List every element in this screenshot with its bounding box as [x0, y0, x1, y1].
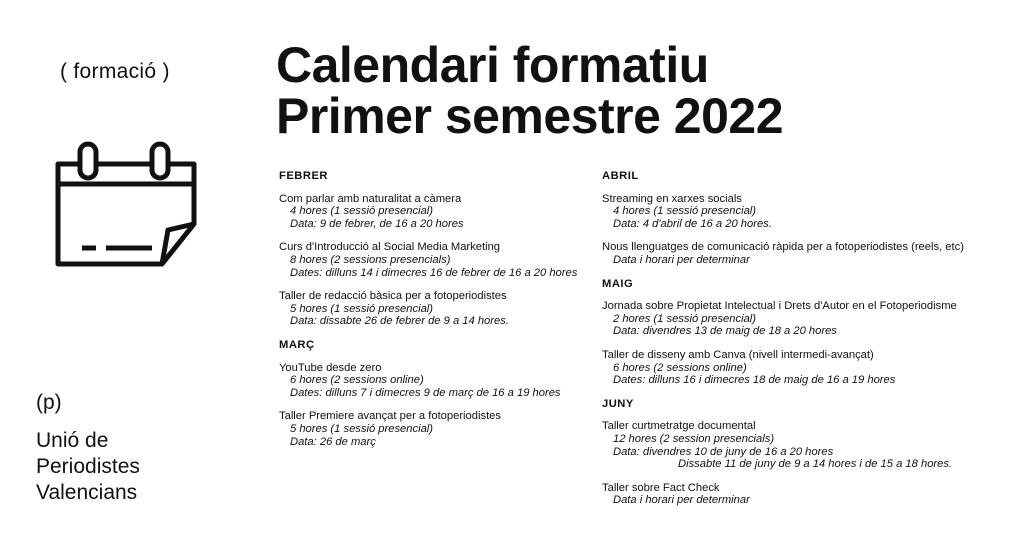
course-name: Taller de redacció bàsica per a fotoperiodistes: [279, 290, 507, 303]
course-name: Com parlar amb naturalitat a càmera: [279, 192, 462, 205]
page-title: [276, 37, 784, 144]
section-tag: ( formació ): [60, 60, 170, 83]
month-heading: FEBRER: [279, 170, 328, 182]
month-heading: MAIG: [602, 277, 634, 290]
organization-name-line: Valencians: [36, 481, 138, 504]
calendar-column-right: [602, 170, 1012, 518]
course-item: [602, 482, 1012, 507]
month-heading: ABRIL: [602, 170, 639, 182]
course-item: [602, 241, 1012, 266]
course-detail: Data: 9 de febrer, de 16 a 20 hores: [290, 217, 464, 230]
course-item: [602, 349, 1012, 387]
course-item: [602, 420, 1012, 470]
calendar-column-left: [279, 170, 594, 459]
course-detail: 6 hores (2 sessions online): [290, 374, 424, 387]
course-name: Streaming en xarxes socials: [602, 192, 742, 205]
course-detail: Dates: dilluns 16 i dimecres 18 de maig de 16 a 19 hores: [613, 374, 896, 387]
course-detail: 2 hores (1 sessió presencial): [613, 312, 757, 325]
course-item: [279, 290, 594, 328]
course-name: Taller sobre Fact Check: [602, 481, 720, 494]
course-detail: 5 hores (1 sessió presencial): [290, 422, 434, 435]
course-detail: 6 hores (2 sessions online): [613, 361, 747, 374]
course-detail: Dissabte 11 de juny de 9 a 14 hores i de 15 a 18 hores.: [678, 458, 953, 471]
course-name: Jornada sobre Propietat Intelectual i Drets d'Autor en el Fotoperiodisme: [602, 300, 957, 313]
course-item: [279, 241, 594, 279]
course-detail: Dates: dilluns 14 i dimecres 16 de febrer de 16 a 20 hores: [290, 266, 578, 279]
course-name: Curs d'Introducció al Social Media Marketing: [279, 241, 501, 254]
course-item: [279, 410, 594, 448]
subtitle-line: Primer semestre 2022: [276, 88, 784, 144]
course-detail: Data: 26 de març: [290, 435, 376, 448]
course-detail: 4 hores (1 sessió presencial): [613, 205, 757, 218]
organization-name-line: Periodistes: [36, 455, 140, 478]
course-name: YouTube desde zero: [279, 361, 382, 374]
calendar-icon: [52, 138, 202, 268]
course-name: Taller Premiere avançat per a fotoperiodistes: [279, 410, 501, 423]
title-line: Calendari formatiu: [276, 37, 709, 93]
month-heading: MARÇ: [279, 338, 315, 351]
course-item: [279, 362, 594, 400]
course-detail: Data i horari per determinar: [613, 494, 750, 507]
course-detail: 4 hores (1 sessió presencial): [290, 205, 434, 218]
organization-logo: (p): [36, 391, 62, 414]
course-detail: Dates: dilluns 7 i dimecres 9 de març de 16 a 19 hores: [290, 386, 561, 399]
course-item: [279, 193, 594, 231]
course-detail: 8 hores (2 sessions presencials): [290, 253, 451, 266]
course-detail: 5 hores (1 sessió presencial): [290, 302, 434, 315]
course-detail: Data: 4 d'abril de 16 a 20 hores.: [613, 217, 772, 230]
course-detail: 12 hores (2 session presencials): [613, 432, 775, 445]
course-detail: Data i horari per determinar: [613, 253, 750, 266]
course-name: Taller de disseny amb Canva (nivell intermedi-avançat): [602, 348, 874, 361]
course-name: Nous llenguatges de comunicació ràpida per a fotoperiodistes (reels, etc): [602, 241, 964, 254]
month-heading: JUNY: [602, 397, 634, 410]
organization-block: [36, 390, 140, 506]
course-detail: Data: divendres 10 de juny de 16 a 20 hores: [613, 445, 834, 458]
organization-name-line: Unió de: [36, 429, 109, 452]
course-detail: Data: divendres 13 de maig de 18 a 20 hores: [613, 325, 837, 338]
course-item: [602, 300, 1012, 338]
course-detail: Data: dissabte 26 de febrer de 9 a 14 hores.: [290, 315, 509, 328]
course-item: [602, 193, 1012, 231]
course-name: Taller curtmetratge documental: [602, 420, 756, 433]
